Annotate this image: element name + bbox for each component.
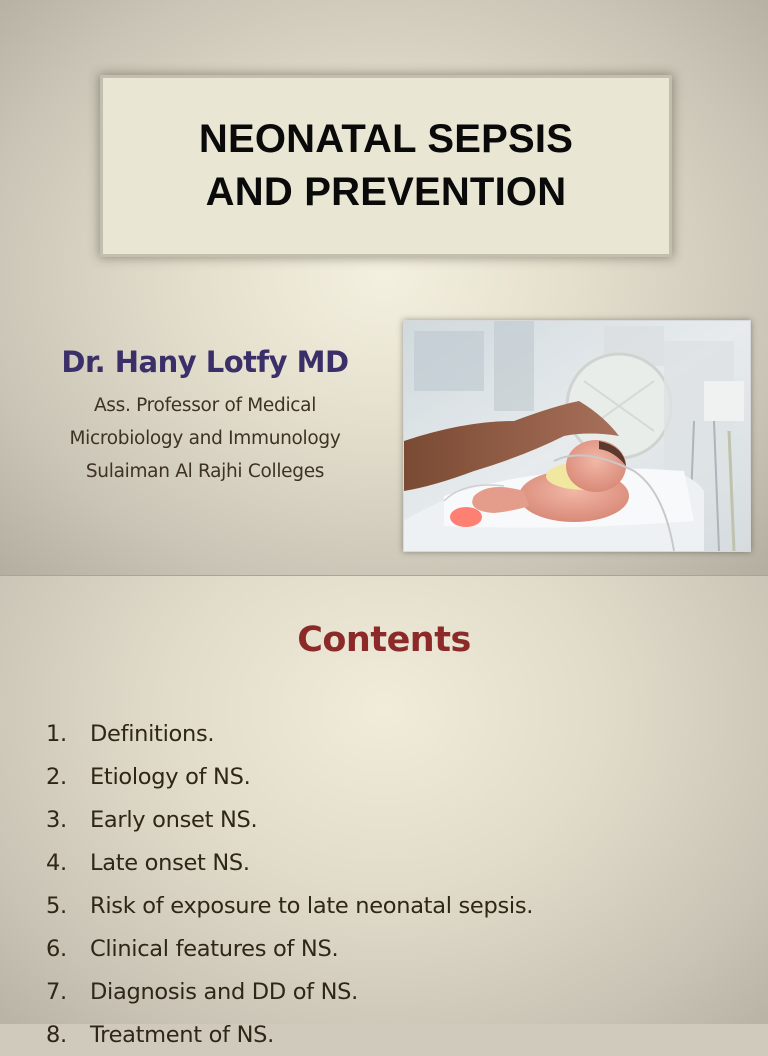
item-text: Clinical features of NS. bbox=[90, 935, 339, 962]
list-item bbox=[46, 712, 533, 755]
author-name: Dr. Hany Lotfy MD bbox=[61, 345, 349, 379]
author-title-line-2: Microbiology and Immunology bbox=[69, 428, 341, 449]
item-number: 2. bbox=[46, 763, 67, 790]
item-number: 7. bbox=[46, 978, 67, 1005]
item-number: 6. bbox=[46, 935, 67, 962]
item-text: Early onset NS. bbox=[90, 806, 258, 833]
author-title-line-1: Ass. Professor of Medical bbox=[93, 395, 317, 416]
list-item bbox=[46, 884, 533, 927]
item-text: Etiology of NS. bbox=[90, 763, 251, 790]
slide-title bbox=[199, 113, 573, 219]
item-text: Risk of exposure to late neonatal sepsis. bbox=[90, 892, 534, 919]
item-text: Diagnosis and DD of NS. bbox=[90, 978, 359, 1005]
item-number: 8. bbox=[46, 1021, 67, 1048]
title-box bbox=[103, 78, 669, 254]
item-number: 1. bbox=[46, 720, 67, 747]
title-line-2: AND PREVENTION bbox=[205, 170, 567, 214]
item-number: 5. bbox=[46, 892, 67, 919]
list-item bbox=[46, 755, 533, 798]
list-item bbox=[46, 1013, 533, 1056]
title-line-1: NEONATAL SEPSIS bbox=[198, 117, 574, 161]
item-text: Late onset NS. bbox=[90, 849, 250, 876]
item-text: Treatment of NS. bbox=[90, 1021, 274, 1048]
list-item bbox=[46, 927, 533, 970]
item-number: 4. bbox=[46, 849, 67, 876]
item-number: 3. bbox=[46, 806, 67, 833]
contents-heading: Contents bbox=[297, 620, 471, 660]
list-item bbox=[46, 970, 533, 1013]
author-block bbox=[30, 345, 380, 488]
author-affiliation: Sulaiman Al Rajhi Colleges bbox=[85, 461, 325, 482]
item-text: Definitions. bbox=[90, 720, 215, 747]
newborn-in-incubator-photo bbox=[403, 320, 751, 552]
contents-list bbox=[46, 712, 533, 1056]
list-item bbox=[46, 798, 533, 841]
list-item bbox=[46, 841, 533, 884]
